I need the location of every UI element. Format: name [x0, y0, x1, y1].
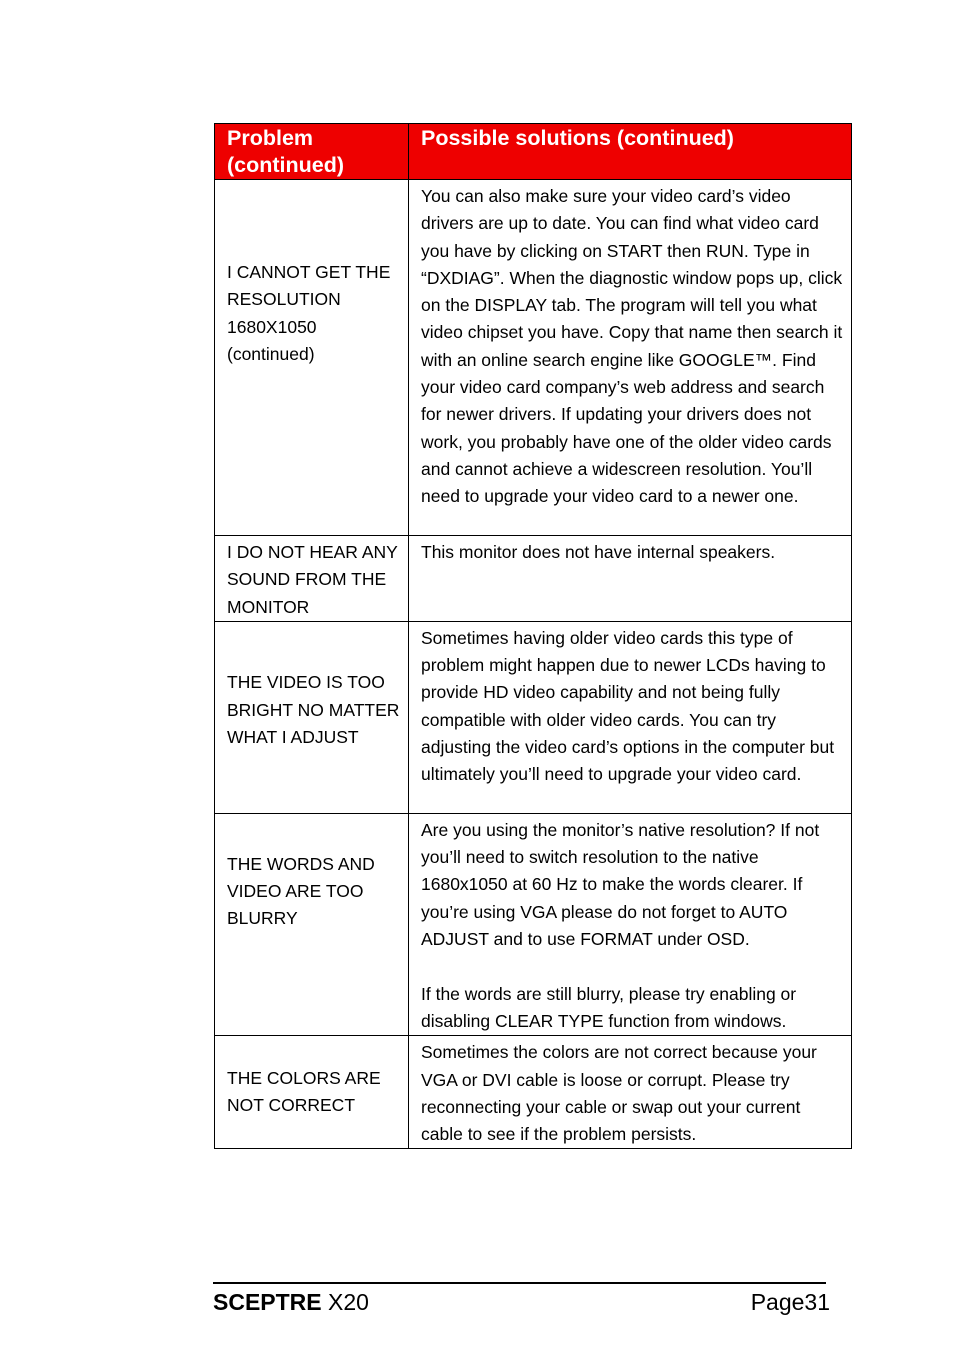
brand-name: SCEPTRE: [213, 1289, 322, 1315]
solution-cell: Sometimes the colors are not correct because your VGA or DVI cable is loose or corrupt. Please try reconnecting your cable or swap out your current cable to see if the problem persists.: [409, 1036, 852, 1149]
table-row: [215, 536, 852, 622]
table-row: [215, 1036, 852, 1149]
table-header-row: [215, 124, 852, 180]
solution-cell: This monitor does not have internal speakers.: [409, 536, 852, 622]
page-number: Page31: [750, 1289, 830, 1315]
solution-text: Are you using the monitor’s native resolution? If not you’ll need to switch resolution to the native 1680x1050 at 60 Hz to make the words clearer. If you’re using VGA please do not forget to AUTO ADJUST and to use FORMAT under OSD.: [421, 819, 820, 950]
problem-cell: [215, 813, 409, 1035]
solution-cell: You can also make sure your video card’s video drivers are up to date. You can find what video card you have by clicking on START then RUN. Type in “DXDIAG”. When the diagnostic window pops up, click on the DISPLAY tab. The program will tell you what video chipset you have. Copy that name then search it with an online search engine like GOOGLE™. Find your video card company’s web address and search for newer drivers. If updating your drivers does not work, you probably have one of the older video cards and cannot achieve a widescreen resolution. You’ll need to upgrade your video card to a newer one.: [409, 180, 852, 536]
footer-divider: [213, 1282, 826, 1284]
problem-text: THE VIDEO IS TOO BRIGHT NO MATTER WHAT I ADJUST: [227, 672, 400, 748]
problem-text: I CANNOT GET THE RESOLUTION 1680X1050 (continued): [227, 261, 391, 364]
solution-text-extra: If the words are still blurry, please try enabling or disabling CLEAR TYPE function from windows.: [421, 983, 797, 1031]
problem-cell: [215, 621, 409, 813]
model-name: X20: [328, 1289, 369, 1315]
problem-cell: I DO NOT HEAR ANY SOUND FROM THE MONITOR: [215, 536, 409, 622]
problem-text: THE WORDS AND VIDEO ARE TOO BLURRY: [227, 853, 375, 929]
problem-cell: THE COLORS ARE NOT CORRECT: [215, 1036, 409, 1149]
troubleshooting-table: [214, 123, 852, 1149]
table-row: [215, 813, 852, 1035]
table-row: [215, 180, 852, 536]
table-row: [215, 621, 852, 813]
solution-cell: [409, 813, 852, 1035]
header-solution: Possible solutions (continued): [409, 124, 852, 180]
header-problem: Problem (continued): [215, 124, 409, 180]
solution-cell: Sometimes having older video cards this type of problem might happen due to newer LCDs having to provide HD video capability and not being fully compatible with older video cards. You can try adjusting the video card’s options in the computer but ultimately you’ll need to upgrade your video card.: [409, 621, 852, 813]
problem-cell: [215, 180, 409, 536]
footer-brand: [213, 1288, 369, 1316]
